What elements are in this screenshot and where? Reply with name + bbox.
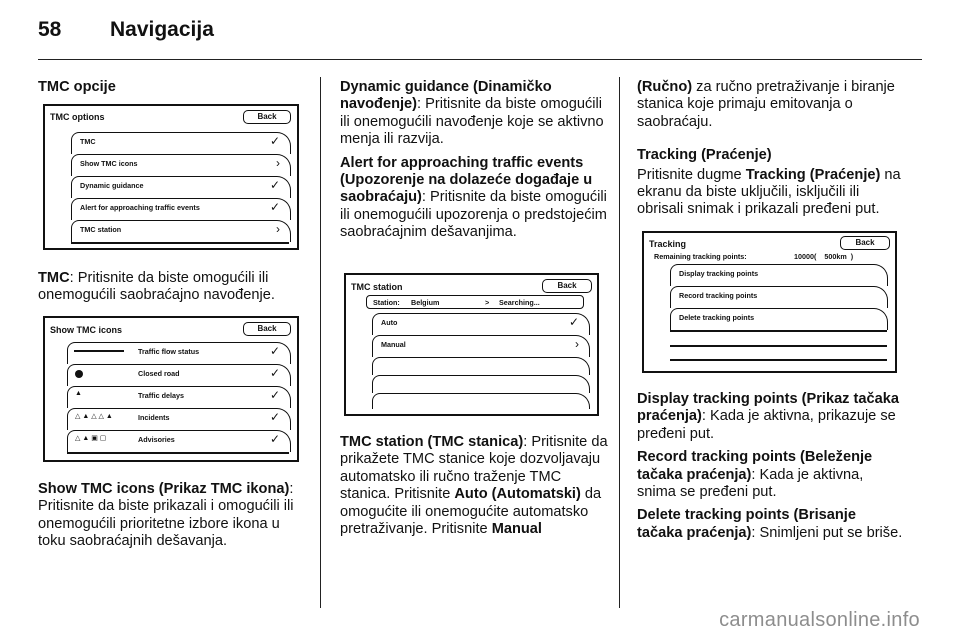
term: Show TMC icons (Prikaz TMC ikona) (38, 481, 290, 497)
chapter-title: Navigacija (110, 18, 214, 41)
menu-item-delete-tracking[interactable]: Delete tracking points (670, 308, 888, 330)
column-2 (340, 79, 608, 248)
tmc-station-paragraph (340, 434, 608, 544)
station-bar: Station: Belgium > Searching... (366, 295, 584, 309)
menu-item-tmc-station[interactable]: TMC station › (71, 220, 291, 242)
chevron-right-icon: › (276, 156, 280, 170)
screen-title: TMC station (351, 282, 403, 292)
advisory-icons: △ ▲ ▣ ▢ (75, 435, 107, 442)
empty-row (372, 393, 590, 409)
description: Pritisnite dugme (637, 166, 746, 183)
menu-item-record-tracking[interactable]: Record tracking points (670, 286, 888, 308)
description: na ekranu da biste uključili, isključili ili obrisali snimak i prikazali pređeni put. (637, 166, 901, 218)
tmc-paragraph (38, 270, 306, 311)
list-divider (670, 345, 887, 347)
column-divider (320, 77, 321, 608)
term: Display tracking points (Prikaz tačaka praćenja) (637, 391, 899, 425)
tracking-options (637, 391, 905, 548)
description: za ručno pretraživanje i biranje stanica koje primaju emitovanja o saobraćaju. (637, 79, 895, 130)
list-divider (71, 242, 289, 244)
check-icon: ✓ (269, 134, 280, 148)
warning-icon: ▲ (75, 390, 82, 397)
term: TMC (38, 270, 70, 286)
incident-icons: △ ▲ △ △ ▲ (75, 413, 113, 420)
description: : Pritisnite da biste omogućili ili onemogućili saobraćajno navođenje. (38, 270, 275, 304)
screen-title: Tracking (649, 239, 687, 249)
screen-title: TMC options (50, 112, 105, 122)
menu-item-tmc[interactable]: TMC ✓ (71, 132, 291, 154)
closed-road-icon (75, 370, 83, 378)
chevron-right-icon: › (575, 337, 579, 351)
check-icon: ✓ (269, 200, 280, 214)
list-divider (67, 452, 289, 454)
column-3 (637, 79, 905, 225)
remaining-value: 10000( 500km ) (794, 252, 854, 261)
menu-item-dynamic-guidance[interactable]: Dynamic guidance ✓ (71, 176, 291, 198)
column-divider (619, 77, 620, 608)
term: Delete tracking points (Brisanje tačaka praćenja) (637, 507, 856, 541)
check-icon: ✓ (269, 388, 280, 402)
back-button[interactable]: Back (542, 279, 592, 293)
check-icon: ✓ (269, 432, 280, 446)
tmc-options-screen (43, 104, 299, 250)
tracking-heading: Tracking (Praćenje) (637, 147, 772, 164)
menu-item-auto[interactable]: Auto ✓ (372, 313, 590, 335)
page-number: 58 (38, 18, 62, 41)
term: Tracking (Praćenje) (745, 166, 881, 183)
check-icon: ✓ (269, 366, 280, 380)
back-button[interactable]: Back (840, 236, 890, 250)
section-title: TMC opcije (38, 79, 116, 95)
term: Alert for approaching traffic events (Upozorenje na dolazeće događaje u saobraćaju) (340, 154, 593, 206)
column-1 (38, 79, 308, 96)
chevron-right-icon: › (276, 222, 280, 236)
description: : Pritisnite da biste omogućili ili onemogućili upozorenja o predstojećim saobraćajnim dešavanjima. (340, 189, 607, 241)
show-tmc-icons-screen (43, 316, 299, 462)
list-divider (670, 359, 887, 361)
description: : Pritisnite da prikažete TMC stanice koje dozvoljavaju automatsko ili ručno traženje TMC stanica. Pritisnite (340, 434, 608, 503)
show-tmc-icons-paragraph (38, 481, 306, 557)
tmc-station-screen (344, 273, 599, 416)
menu-item-show-tmc-icons[interactable]: Show TMC icons › (71, 154, 291, 176)
back-button[interactable]: Back (243, 322, 291, 336)
term-auto: Auto (Automatski) (454, 486, 581, 503)
icon-row-traffic-flow[interactable]: Traffic flow status ✓ (67, 342, 291, 364)
icon-row-incidents[interactable]: △ ▲ △ △ ▲ Incidents ✓ (67, 408, 291, 430)
menu-item-alert[interactable]: Alert for approaching traffic events ✓ (71, 198, 291, 220)
menu-item-manual[interactable]: Manual › (372, 335, 590, 357)
empty-row (372, 375, 590, 393)
check-icon: ✓ (269, 410, 280, 424)
watermark: carmanualsonline.info (719, 609, 920, 631)
remaining-label: Remaining tracking points: (654, 252, 747, 261)
empty-row (372, 357, 590, 375)
description: : Kada je aktivna, prikazuje se pređeni put. (637, 408, 896, 442)
term-manual: Manual (491, 521, 542, 538)
traffic-flow-icon (74, 350, 124, 352)
description: : Pritisnite da biste omogućili ili onemogućili navođenje koje se aktivno menja ili razvija. (340, 96, 604, 148)
term: Record tracking points (Beleženje tačaka praćenja) (637, 449, 873, 483)
term: TMC station (TMC stanica) (340, 434, 524, 450)
icon-row-advisories[interactable]: △ ▲ ▣ ▢ Advisories ✓ (67, 430, 291, 452)
list-divider (670, 330, 887, 332)
back-button[interactable]: Back (243, 110, 291, 124)
term: (Ručno) (637, 79, 693, 95)
page-header (38, 18, 214, 42)
description: : Snimljeni put se briše. (751, 524, 903, 541)
screen-title: Show TMC icons (50, 325, 122, 335)
check-icon: ✓ (269, 344, 280, 358)
description: da omogućite ili onemogućite automatsko pretraživanje. Pritisnite (340, 486, 602, 538)
menu-item-display-tracking[interactable]: Display tracking points (670, 264, 888, 286)
icon-row-traffic-delays[interactable]: ▲ Traffic delays ✓ (67, 386, 291, 408)
header-rule (38, 59, 922, 60)
term: Dynamic guidance (Dinamičko navođenje) (340, 79, 552, 113)
tracking-screen (642, 231, 897, 373)
description: : Pritisnite da biste prikazali i omogućili ili onemogućili prioritetne izbore ikona u toku saobraćajnih dešavanja. (38, 481, 294, 550)
check-icon: ✓ (269, 178, 280, 192)
icon-row-closed-road[interactable]: Closed road ✓ (67, 364, 291, 386)
description: : Kada je aktivna, snima se pređeni put. (637, 466, 864, 501)
check-icon: ✓ (568, 315, 579, 329)
